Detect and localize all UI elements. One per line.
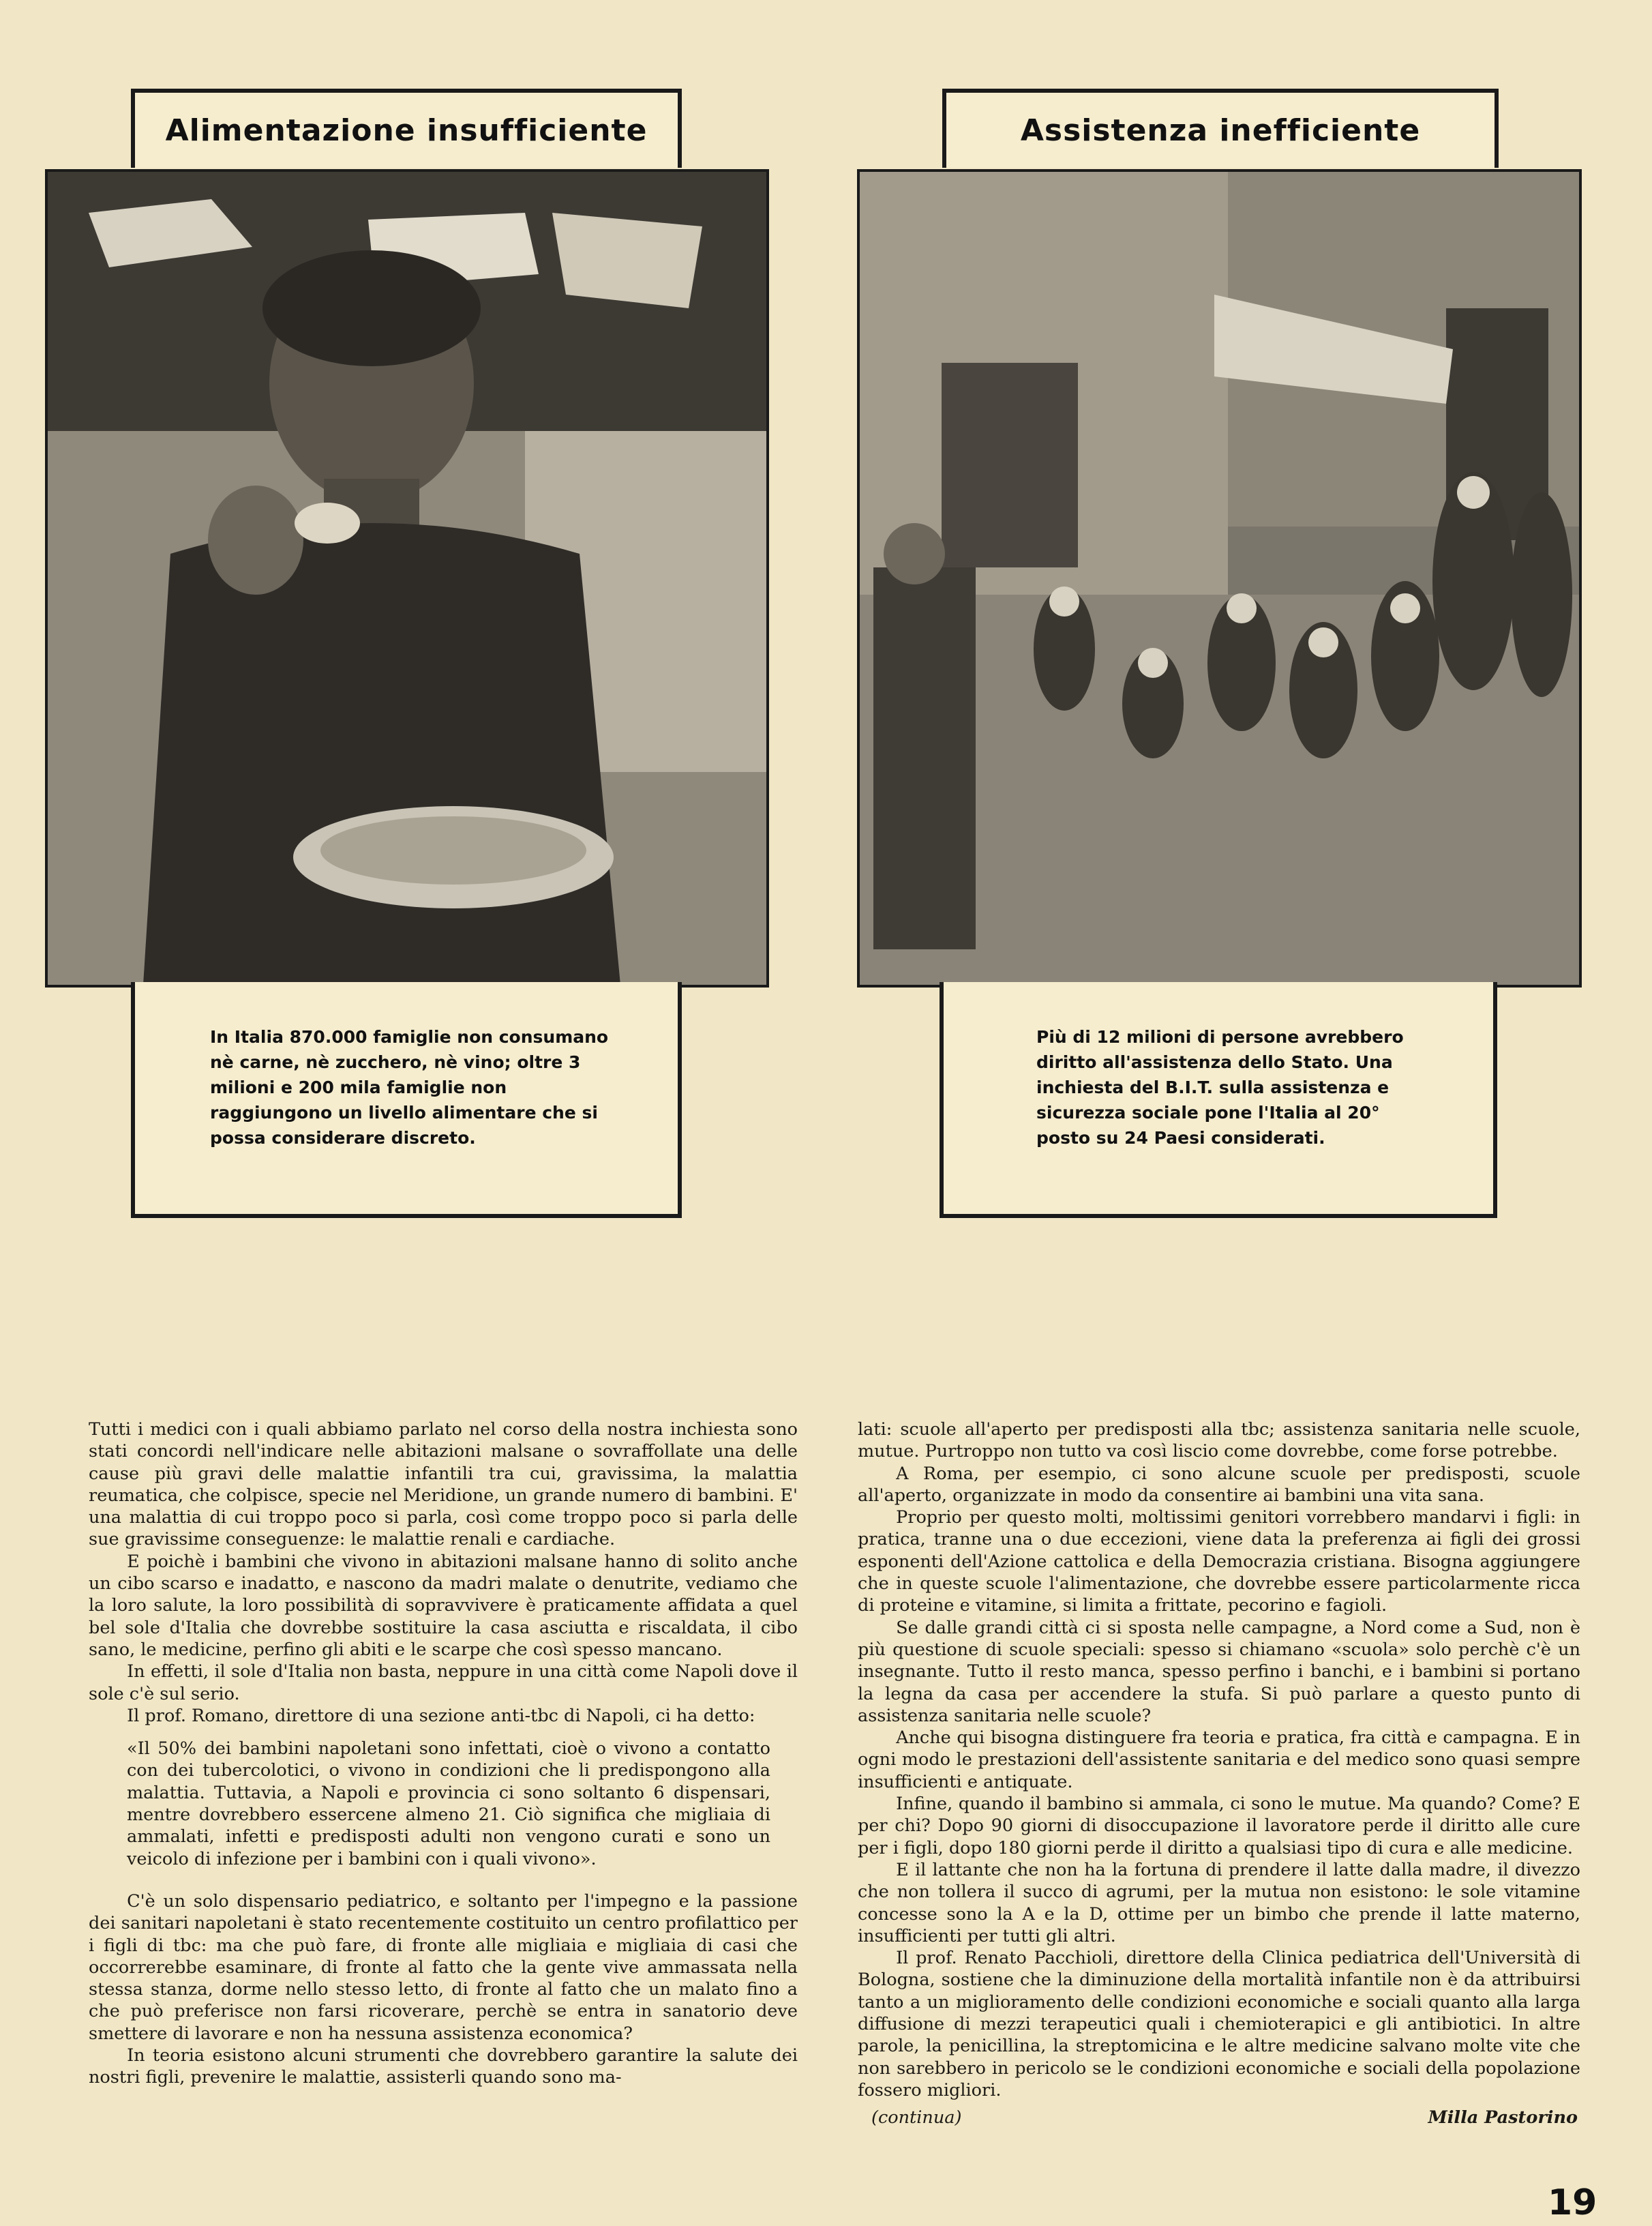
article-paragraph: Il prof. Romano, direttore di una sezione anti-tbc di Napoli, ci ha detto: <box>127 1705 755 1726</box>
article-paragraph: Proprio per questo molti, moltissimi genitori vorrebbero mandarvi i figli: in pratica, tranne una o due eccezioni, viene data la preferenza ai figli dei grossi esponenti dell'Azione cattolica e della Democrazia cristiana. Bisogna aggiungere che in queste scuole l'alimentazione, che dovrebbe essere particolarmente ricca di proteine e vitamine, si limita a frittate, pecorino e fagioli. <box>858 1507 1580 1616</box>
article-paragraph: lati: scuole all'aperto per predisposti alla tbc; assistenza sanitaria nelle scuole, mutue. Purtroppo non tutto va così liscio come dovrebbe, come forse potrebbe. <box>858 1419 1580 1462</box>
child-eating-photo <box>45 169 769 988</box>
left-caption: In Italia 870.000 famiglie non consumano nè carne, nè zucchero, nè vino; oltre 3 milioni e 200 mila famiglie non raggiungono un livello alimentare che si possa considerare discreto. <box>210 1027 609 1148</box>
author-signature: Milla Pastorino <box>1428 2107 1578 2128</box>
article-paragraph: Se dalle grandi città ci si sposta nelle campagne, a Nord come a Sud, non è più questione di scuole speciali: spesso si chiamano «scuola» solo perchè c'è un insegnante. Tutto il resto manca, spesso perfino i banchi, e i bambini si portano la legna da casa per accendere la stufa. Si può parlare a questo punto di assistenza sanitaria nelle scuole? <box>858 1617 1580 1726</box>
article-paragraph: A Roma, per esempio, ci sono alcune scuole per predisposti, scuole all'aperto, organizzate in modo da consentire ai bambini una vita sana. <box>858 1463 1580 1506</box>
right-section-title: Assistenza inefficiente <box>942 89 1499 168</box>
article-paragraph: Il prof. Renato Pacchioli, direttore della Clinica pediatrica dell'Università di Bologna, sostiene che la diminuzione della mortalità infantile non è da attribuirsi tanto a un miglioramento delle condizioni economiche e sociali quanto alla larga diffusione di mezzi terapeutici quali i chemioterapici e gli antibiotici. In altre parole, la penicillina, la streptomicina e le altre medicine salvano molte vite che non sarebbero in pericolo se le condizioni economiche e sociali della popolazione fossero migliori. <box>858 1948 1580 2101</box>
article-paragraph: E il lattante che non ha la fortuna di prendere il latte dalla madre, il divezzo che non tollera il succo di agrumi, per la mutua non esistono: le sole vitamine concesse sono la A e la D, ottime per un bimbo che prende il latte materno, insufficienti per tutti gli altri. <box>858 1859 1580 1946</box>
children-alley-photo <box>857 169 1582 988</box>
article-paragraph: E poichè i bambini che vivono in abitazioni malsane hanno di solito anche un cibo scarso e inadatto, e nascono da madri malate o denutrite, vediamo che la loro salute, la loro possibilità di sopravvivere è praticamente affidata a quel bel sole d'Italia che dovrebbe sostituire la casa asciutta e riscaldata, il cibo sano, le medicine, perfino gli abiti e le scarpe che così spesso mancano. <box>89 1551 798 1660</box>
article-right-column <box>858 1419 1580 2129</box>
left-caption-box <box>131 982 682 1218</box>
photo-children-in-alley-icon <box>860 172 1579 985</box>
article-paragraph: Tutti i medici con i quali abbiamo parlato nel corso della nostra inchiesta sono stati concordi nell'indicare nelle abitazioni malsane o sovraffollate una delle cause più gravi delle malattie infantili tra cui, gravissima, la malattia reumatica, che colpisce, specie nel Meridione, un grande numero di bambini. E' una malattia di cui troppo poco si parla, così come troppo poco si parla delle sue gravissime conseguenze: le malattie renali e cardiache. <box>89 1419 798 1550</box>
article-paragraph: In effetti, il sole d'Italia non basta, neppure in una città come Napoli dove il sole c'è sul serio. <box>89 1661 798 1704</box>
continua-note: (continua) <box>871 2107 962 2128</box>
article-paragraph: Anche qui bisogna distinguere fra teoria e pratica, fra città e campagna. E in ogni modo le prestazioni dell'assistente sanitaria e del medico sono quasi sempre insufficienti e antiquate. <box>858 1727 1580 1792</box>
left-section-title: Alimentazione insufficiente <box>131 89 682 168</box>
right-caption: Più di 12 milioni di persone avrebbero diritto all'assistenza dello Stato. Una inchiesta del B.I.T. sulla assistenza e sicurezza sociale pone l'Italia al 20° posto su 24 Paesi considerati. <box>1036 1027 1404 1148</box>
article-paragraph: In teoria esistono alcuni strumenti che dovrebbero garantire la salute dei nostri figli, prevenire le malattie, assisterli quando sono ma- <box>89 2045 798 2088</box>
article-quote: «Il 50% dei bambini napoletani sono infettati, cioè o vivono a contatto con dei tubercolotici, o vivono in condizioni che li predispongono alla malattia. Tuttavia, a Napoli e provincia ci sono soltanto 6 dispensari, mentre dovrebbero essercene almeno 21. Ciò significa che migliaia di ammalati, infetti e predisposti adulti non vengono curati e sono un veicolo di infezione per i bambini con i quali vivono». <box>127 1738 770 1869</box>
article-footer <box>858 2107 1580 2128</box>
right-caption-box <box>940 982 1497 1218</box>
photo-child-eating-icon <box>48 172 766 985</box>
article-paragraph: C'è un solo dispensario pediatrico, e soltanto per l'impegno e la passione dei sanitari napoletani è stato recentemente costituito un centro profilattico per i figli di tbc: ma che può fare, di fronte alle migliaia e migliaia di casi che occorrerebbe esaminare, di fronte al fatto che la gente vive ammassata nella stessa stanza, dorme nello stesso letto, di fronte al fatto che un malato fino a che può preferisce non farsi ricoverare, perchè se entra in sanatorio deve smettere di lavorare e non ha nessuna assistenza economica? <box>89 1890 798 2044</box>
page-number: 19 <box>1548 2182 1597 2223</box>
article-left-column <box>89 1419 798 2089</box>
article-paragraph: Infine, quando il bambino si ammala, ci sono le mutue. Ma quando? Come? E per chi? Dopo 90 giorni di disoccupazione il lavoratore perde il diritto alle cure per i figli, dopo 180 giorni perde il diritto a qualsiasi tipo di cura e alle medicine. <box>858 1794 1580 1858</box>
